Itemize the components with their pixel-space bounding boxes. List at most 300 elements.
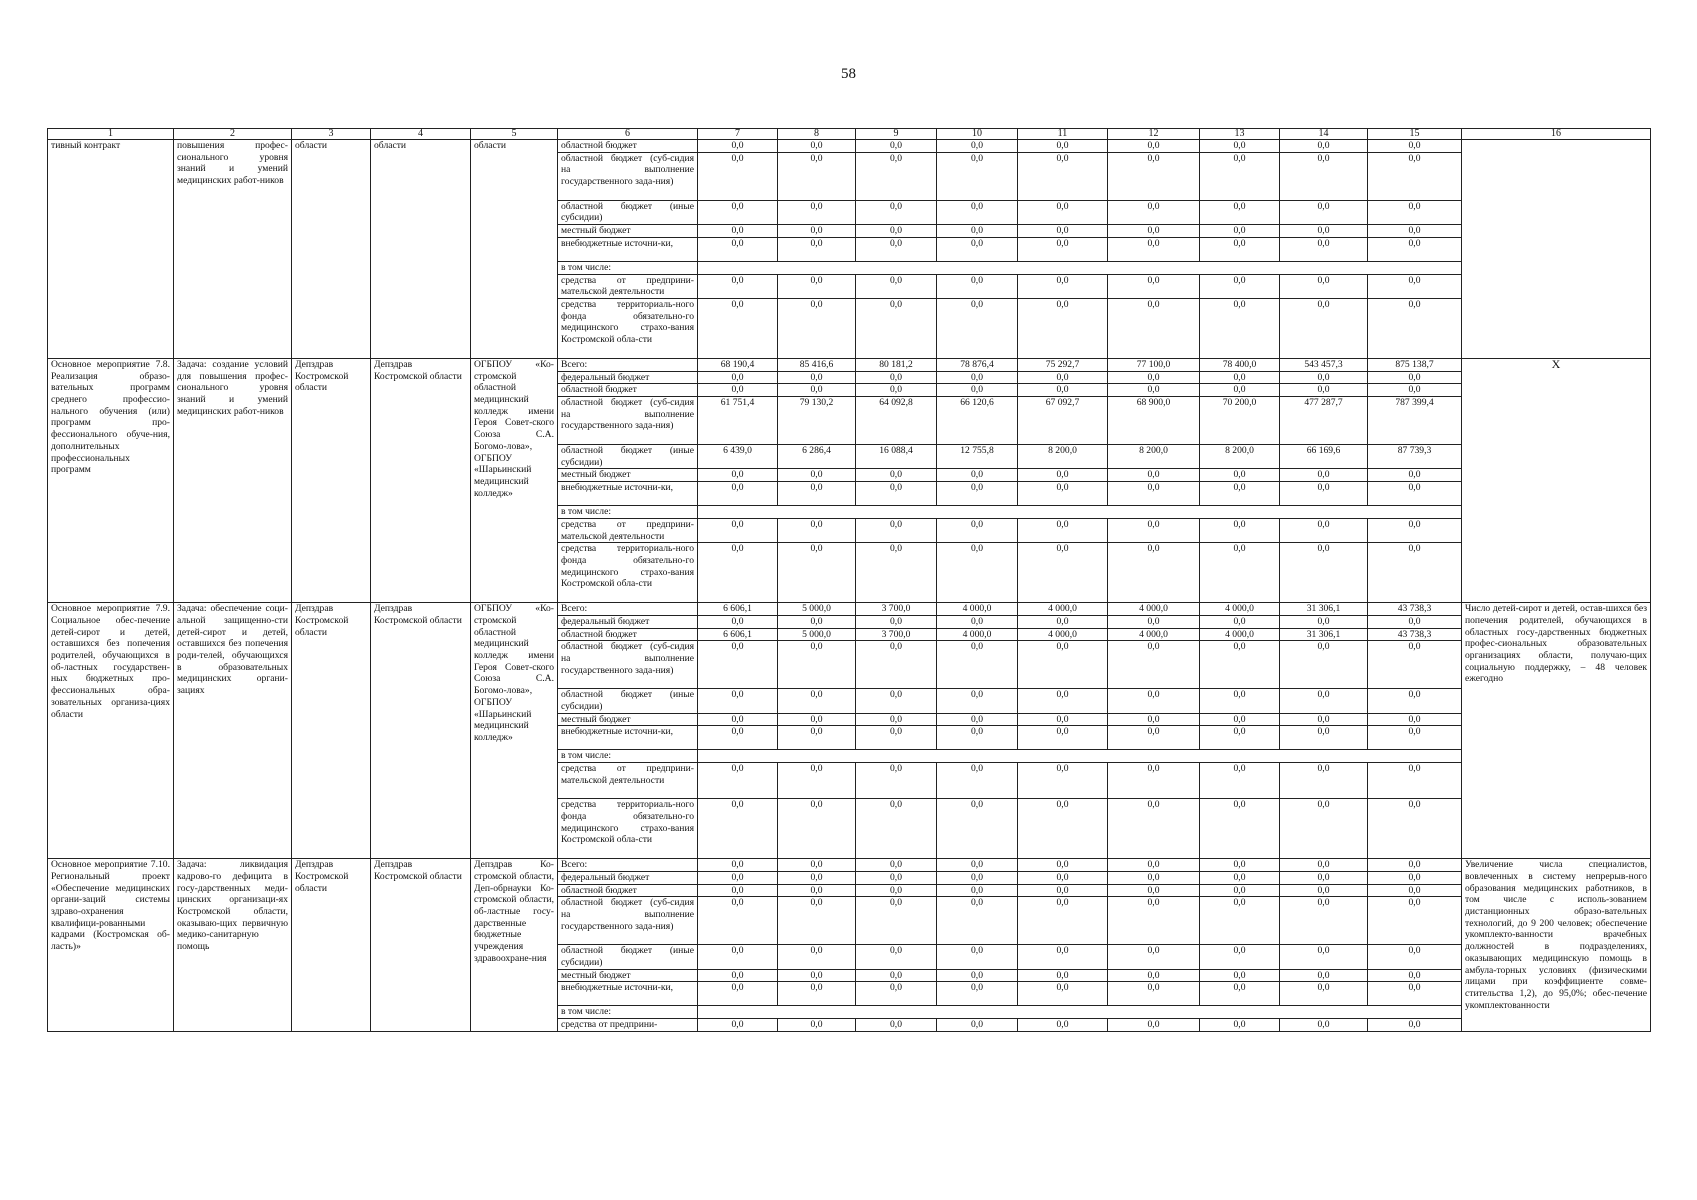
empty-merged-cell: [698, 750, 1462, 763]
funding-value: 0,0: [856, 969, 937, 982]
column-number: 13: [1200, 129, 1280, 140]
funding-value: 0,0: [1200, 200, 1280, 224]
funding-value: 4 000,0: [937, 628, 1018, 641]
funding-value: 0,0: [778, 969, 856, 982]
funding-value: 0,0: [1200, 298, 1280, 358]
funding-source-label: федеральный бюджет: [558, 871, 698, 884]
funding-value: 67 092,7: [1018, 397, 1108, 445]
expected-result-cell: [1462, 140, 1651, 359]
funding-value: 0,0: [1368, 518, 1462, 542]
funding-value: 0,0: [1280, 969, 1368, 982]
funding-value: 0,0: [1200, 482, 1280, 506]
funding-value: 0,0: [1200, 884, 1280, 897]
funding-value: 0,0: [1108, 1019, 1200, 1032]
funding-value: 0,0: [1280, 897, 1368, 945]
column-number: 14: [1280, 129, 1368, 140]
funding-source-label: Всего:: [558, 859, 698, 872]
funding-value: 0,0: [1018, 371, 1108, 384]
funding-value: 0,0: [1280, 982, 1368, 1006]
funding-value: 0,0: [1368, 945, 1462, 969]
funding-value: 0,0: [1018, 140, 1108, 153]
funding-source-label: внебюджетные источни-ки,: [558, 482, 698, 506]
funding-value: 0,0: [1018, 982, 1108, 1006]
funding-value: 0,0: [1018, 945, 1108, 969]
executor-cell: области: [371, 140, 471, 359]
funding-value: 0,0: [1018, 713, 1108, 726]
funding-value: 0,0: [778, 543, 856, 603]
funding-value: 0,0: [1280, 615, 1368, 628]
funding-value: 0,0: [698, 615, 778, 628]
funding-value: 0,0: [1368, 726, 1462, 750]
funding-value: 0,0: [856, 799, 937, 859]
funding-value: 0,0: [698, 859, 778, 872]
funding-value: 0,0: [1280, 140, 1368, 153]
funding-value: 0,0: [1018, 871, 1108, 884]
funding-value: 0,0: [1368, 543, 1462, 603]
funding-value: 0,0: [1108, 763, 1200, 799]
funding-source-label: Всего:: [558, 603, 698, 616]
funding-value: 0,0: [856, 859, 937, 872]
funding-value: 477 287,7: [1280, 397, 1368, 445]
funding-value: 0,0: [937, 945, 1018, 969]
funding-value: 0,0: [698, 225, 778, 238]
funding-value: 0,0: [1280, 884, 1368, 897]
column-number: 1: [48, 129, 174, 140]
funding-source-label: областной бюджет (иные субсидии): [558, 445, 698, 469]
funding-source-label: средства территориаль-ного фонда обязательно-го медицинского страхо-вания Костромской обла-сти: [558, 298, 698, 358]
funding-value: 31 306,1: [1280, 628, 1368, 641]
event-name-cell: Основное мероприятие 7.10. Региональный проект «Обеспечение медицинских органи-заций системы здраво-охранения квалифици-рованными кадрами (Костромская об-ласть)»: [48, 859, 174, 1032]
funding-value: 0,0: [1200, 689, 1280, 713]
funding-value: 0,0: [856, 871, 937, 884]
funding-value: 0,0: [1280, 225, 1368, 238]
empty-merged-cell: [698, 506, 1462, 519]
executor-cell: Депздрав Костромской области: [371, 358, 471, 602]
funding-value: 0,0: [1280, 200, 1368, 224]
expected-result-cell: Число детей-сирот и детей, остав-шихся без попечения родителей, обучающихся в областных госу-дарственных бюджетных профес-сиональных образовательных организациях области, получаю-щих социальную поддержку, – 48 человек ежегодно: [1462, 603, 1651, 859]
task-cell: повышения профес-сионального уровня знаний и умений медицинских работ-ников: [174, 140, 292, 359]
funding-value: 0,0: [778, 371, 856, 384]
funding-value: 0,0: [698, 1019, 778, 1032]
funding-value: 0,0: [856, 384, 937, 397]
funding-value: 4 000,0: [1200, 628, 1280, 641]
funding-value: 0,0: [1200, 469, 1280, 482]
funding-source-label: областной бюджет (иные субсидии): [558, 945, 698, 969]
funding-value: 31 306,1: [1280, 603, 1368, 616]
funding-value: 0,0: [1280, 859, 1368, 872]
funding-value: 0,0: [1368, 152, 1462, 200]
funding-value: 0,0: [1200, 713, 1280, 726]
funding-value: 0,0: [1018, 543, 1108, 603]
funding-value: 0,0: [1108, 469, 1200, 482]
funding-value: 0,0: [856, 298, 937, 358]
funding-value: 0,0: [1108, 384, 1200, 397]
event-name-cell: тивный контракт: [48, 140, 174, 359]
funding-value: 0,0: [1280, 713, 1368, 726]
funding-value: 787 399,4: [1368, 397, 1462, 445]
funding-value: 0,0: [856, 726, 937, 750]
funding-value: 3 700,0: [856, 628, 937, 641]
funding-value: 78 876,4: [937, 358, 1018, 371]
column-number: 4: [371, 129, 471, 140]
coordinator-cell: области: [292, 140, 371, 359]
funding-value: 0,0: [856, 237, 937, 261]
column-number: 6: [558, 129, 698, 140]
funding-value: 0,0: [1200, 982, 1280, 1006]
funding-value: 0,0: [1108, 726, 1200, 750]
funding-value: 6 439,0: [698, 445, 778, 469]
funding-value: 0,0: [1200, 140, 1280, 153]
task-cell: Задача: обеспечение соци-альной защищенно-сти детей-сирот и детей, оставшихся без попечения роди-телей, обучающихся в образовательных медицинских органи-зациях: [174, 603, 292, 859]
funding-value: 0,0: [1108, 140, 1200, 153]
funding-value: 8 200,0: [1200, 445, 1280, 469]
funding-value: 0,0: [778, 945, 856, 969]
funding-value: 0,0: [1018, 152, 1108, 200]
funding-value: 0,0: [937, 1019, 1018, 1032]
funding-value: 0,0: [778, 518, 856, 542]
funding-value: 0,0: [1200, 859, 1280, 872]
funding-value: 0,0: [1368, 469, 1462, 482]
coordinator-cell: Депздрав Костромской области: [292, 603, 371, 859]
funding-value: 0,0: [937, 152, 1018, 200]
empty-merged-cell: [698, 261, 1462, 274]
funding-source-label: местный бюджет: [558, 969, 698, 982]
funding-value: 0,0: [937, 518, 1018, 542]
funding-value: 0,0: [1280, 641, 1368, 689]
funding-source-label: областной бюджет (иные субсидии): [558, 689, 698, 713]
task-cell: Задача: создание условий для повышения профес-сионального уровня знаний и умений медицинских работ-ников: [174, 358, 292, 602]
funding-value: 0,0: [856, 897, 937, 945]
coordinator-cell: Депздрав Костромской области: [292, 859, 371, 1032]
funding-value: 0,0: [778, 897, 856, 945]
funding-value: 0,0: [1108, 371, 1200, 384]
funding-value: 0,0: [1368, 763, 1462, 799]
funding-value: 0,0: [698, 726, 778, 750]
funding-value: 0,0: [778, 237, 856, 261]
funding-value: 0,0: [698, 969, 778, 982]
funding-value: 0,0: [1108, 298, 1200, 358]
funding-value: 0,0: [1018, 518, 1108, 542]
funding-value: 8 200,0: [1108, 445, 1200, 469]
funding-value: 0,0: [937, 469, 1018, 482]
funding-value: 0,0: [1108, 274, 1200, 298]
funding-value: 0,0: [1108, 969, 1200, 982]
funding-value: 0,0: [937, 641, 1018, 689]
funding-source-label: областной бюджет: [558, 884, 698, 897]
funding-value: 0,0: [1280, 871, 1368, 884]
funding-value: 0,0: [698, 871, 778, 884]
coordinator-cell: Депздрав Костромской области: [292, 358, 371, 602]
funding-value: 0,0: [937, 897, 1018, 945]
funding-value: 0,0: [1200, 726, 1280, 750]
funding-value: 0,0: [1200, 763, 1280, 799]
column-number: 3: [292, 129, 371, 140]
funding-value: 0,0: [937, 615, 1018, 628]
funding-value: 0,0: [1368, 615, 1462, 628]
funding-value: 0,0: [856, 518, 937, 542]
funding-value: 0,0: [778, 1019, 856, 1032]
funding-value: 0,0: [937, 763, 1018, 799]
funding-value: 0,0: [937, 298, 1018, 358]
funding-value: 0,0: [1280, 384, 1368, 397]
funding-value: 0,0: [937, 713, 1018, 726]
funding-value: 0,0: [937, 859, 1018, 872]
funding-source-label: средства территориаль-ного фонда обязательно-го медицинского страхо-вания Костромской обла-сти: [558, 799, 698, 859]
funding-value: 0,0: [1280, 518, 1368, 542]
funding-value: 0,0: [1018, 799, 1108, 859]
funding-value: 6 606,1: [698, 603, 778, 616]
funding-value: 66 169,6: [1280, 445, 1368, 469]
funding-source-label: внебюджетные источни-ки,: [558, 982, 698, 1006]
funding-value: 0,0: [1108, 689, 1200, 713]
funding-value: 0,0: [1368, 274, 1462, 298]
funding-source-label: областной бюджет: [558, 384, 698, 397]
funding-value: 0,0: [1018, 884, 1108, 897]
funding-value: 0,0: [1108, 871, 1200, 884]
funding-value: 0,0: [1368, 799, 1462, 859]
funding-value: 0,0: [698, 897, 778, 945]
funding-value: 0,0: [1368, 237, 1462, 261]
funding-value: 0,0: [698, 237, 778, 261]
funding-value: 0,0: [1280, 371, 1368, 384]
funding-value: 0,0: [856, 371, 937, 384]
funding-value: 0,0: [1200, 237, 1280, 261]
funding-value: 0,0: [1200, 615, 1280, 628]
funding-value: 0,0: [856, 274, 937, 298]
funding-value: 0,0: [698, 384, 778, 397]
funding-value: 0,0: [698, 799, 778, 859]
funding-value: 0,0: [1200, 897, 1280, 945]
funding-value: 78 400,0: [1200, 358, 1280, 371]
funding-value: 0,0: [1368, 482, 1462, 506]
funding-value: 0,0: [1280, 543, 1368, 603]
funding-value: 85 416,6: [778, 358, 856, 371]
funding-value: 0,0: [1108, 152, 1200, 200]
column-number: 2: [174, 129, 292, 140]
funding-value: 0,0: [937, 884, 1018, 897]
funding-value: 0,0: [1018, 274, 1108, 298]
funding-value: 0,0: [856, 945, 937, 969]
funding-value: 0,0: [1200, 274, 1280, 298]
funding-value: 0,0: [778, 641, 856, 689]
funding-value: 0,0: [1368, 200, 1462, 224]
funding-value: 0,0: [856, 884, 937, 897]
block-continued-row: [48, 140, 1651, 153]
column-number: 9: [856, 129, 937, 140]
funding-value: 0,0: [778, 859, 856, 872]
funding-value: 0,0: [1018, 763, 1108, 799]
funding-source-label: местный бюджет: [558, 225, 698, 238]
funding-value: 0,0: [1368, 713, 1462, 726]
funding-value: 0,0: [1018, 384, 1108, 397]
funding-value: 0,0: [778, 884, 856, 897]
funding-value: 0,0: [778, 140, 856, 153]
empty-merged-cell: [698, 1006, 1462, 1019]
funding-value: 0,0: [1108, 945, 1200, 969]
funding-source-label: в том числе:: [558, 261, 698, 274]
funding-value: 4 000,0: [937, 603, 1018, 616]
funding-value: 0,0: [1280, 298, 1368, 358]
funding-value: 0,0: [698, 469, 778, 482]
funding-value: 0,0: [778, 871, 856, 884]
funding-value: 5 000,0: [778, 603, 856, 616]
funding-value: 0,0: [1108, 200, 1200, 224]
participants-cell: Депздрав Ко-стромской области, Деп-обрнауки Ко-стромской области, об-ластные госу-дарственные бюджетные учреждения здравоохране-ния: [471, 859, 558, 1032]
funding-value: 0,0: [937, 543, 1018, 603]
funding-value: 75 292,7: [1018, 358, 1108, 371]
funding-value: 0,0: [698, 945, 778, 969]
funding-value: 68 900,0: [1108, 397, 1200, 445]
funding-value: 0,0: [1108, 237, 1200, 261]
funding-value: 0,0: [1280, 274, 1368, 298]
funding-value: 0,0: [1200, 543, 1280, 603]
column-number: 8: [778, 129, 856, 140]
funding-value: 0,0: [1108, 897, 1200, 945]
funding-value: 0,0: [1280, 1019, 1368, 1032]
funding-value: 0,0: [1280, 237, 1368, 261]
funding-source-label: в том числе:: [558, 506, 698, 519]
funding-value: 0,0: [1018, 689, 1108, 713]
funding-source-label: в том числе:: [558, 750, 698, 763]
funding-value: 0,0: [1368, 298, 1462, 358]
column-number: 12: [1108, 129, 1200, 140]
funding-value: 0,0: [698, 884, 778, 897]
funding-value: 0,0: [1368, 897, 1462, 945]
funding-value: 0,0: [856, 982, 937, 1006]
participants-cell: ОГБПОУ «Ко-стромской областной медицинский колледж имени Героя Совет-ского Союза С.А. Богомо-лова», ОГБПОУ «Шарьинский медицинский колледж»: [471, 358, 558, 602]
funding-source-label: федеральный бюджет: [558, 371, 698, 384]
funding-value: 0,0: [1018, 897, 1108, 945]
funding-value: 0,0: [1018, 237, 1108, 261]
funding-value: 0,0: [778, 152, 856, 200]
funding-value: 0,0: [937, 482, 1018, 506]
funding-value: 0,0: [1368, 982, 1462, 1006]
funding-value: 87 739,3: [1368, 445, 1462, 469]
funding-value: 0,0: [778, 482, 856, 506]
task-cell: Задача: ликвидация кадрово-го дефицита в госу-дарственных меди-цинских организаци-ях Костромской области, оказываю-щих первичную медико-санитарную помощь: [174, 859, 292, 1032]
funding-value: 0,0: [1200, 152, 1280, 200]
funding-value: 5 000,0: [778, 628, 856, 641]
event-name-cell: Основное мероприятие 7.9. Социальное обес-печение детей-сирот и детей, оставшихся без попечения родителей, обучающихся в об-ластных государствен-ных бюджетных про-фессиональных обра-зовательных организа-циях области: [48, 603, 174, 859]
funding-value: 0,0: [698, 298, 778, 358]
funding-value: 61 751,4: [698, 397, 778, 445]
funding-value: 0,0: [937, 871, 1018, 884]
funding-value: 543 457,3: [1280, 358, 1368, 371]
funding-value: 70 200,0: [1200, 397, 1280, 445]
funding-value: 0,0: [1200, 384, 1280, 397]
page-number: 58: [841, 66, 856, 82]
funding-value: 68 190,4: [698, 358, 778, 371]
funding-value: 0,0: [1108, 518, 1200, 542]
funding-value: 0,0: [1280, 763, 1368, 799]
funding-value: 0,0: [937, 237, 1018, 261]
funding-value: 8 200,0: [1018, 445, 1108, 469]
funding-value: 0,0: [698, 200, 778, 224]
funding-value: 4 000,0: [1200, 603, 1280, 616]
funding-value: 0,0: [778, 799, 856, 859]
funding-value: 0,0: [937, 384, 1018, 397]
funding-value: 16 088,4: [856, 445, 937, 469]
no-indicator-mark: X: [1462, 358, 1651, 602]
funding-value: 0,0: [937, 689, 1018, 713]
funding-value: 0,0: [778, 200, 856, 224]
funding-value: 0,0: [856, 543, 937, 603]
funding-value: 0,0: [937, 140, 1018, 153]
funding-value: 0,0: [937, 225, 1018, 238]
funding-value: 0,0: [1280, 726, 1368, 750]
funding-value: 0,0: [1368, 689, 1462, 713]
funding-value: 0,0: [1280, 469, 1368, 482]
funding-value: 0,0: [856, 140, 937, 153]
funding-value: 3 700,0: [856, 603, 937, 616]
funding-value: 0,0: [937, 371, 1018, 384]
funding-source-label: внебюджетные источни-ки,: [558, 726, 698, 750]
column-number: 11: [1018, 129, 1108, 140]
funding-value: 0,0: [1018, 859, 1108, 872]
funding-source-label: областной бюджет: [558, 628, 698, 641]
funding-value: 0,0: [1200, 945, 1280, 969]
funding-value: 64 092,8: [856, 397, 937, 445]
column-number: 7: [698, 129, 778, 140]
funding-value: 0,0: [698, 152, 778, 200]
funding-value: 0,0: [1108, 859, 1200, 872]
funding-value: 77 100,0: [1108, 358, 1200, 371]
funding-value: 0,0: [1280, 689, 1368, 713]
funding-value: 0,0: [698, 140, 778, 153]
funding-value: 0,0: [698, 371, 778, 384]
funding-value: 0,0: [1018, 225, 1108, 238]
funding-value: 0,0: [1200, 1019, 1280, 1032]
funding-value: 0,0: [1200, 371, 1280, 384]
funding-value: 79 130,2: [778, 397, 856, 445]
funding-value: 0,0: [778, 274, 856, 298]
funding-value: 0,0: [856, 713, 937, 726]
funding-value: 0,0: [1200, 518, 1280, 542]
funding-source-label: Всего:: [558, 358, 698, 371]
funding-value: 0,0: [1018, 1019, 1108, 1032]
funding-value: 0,0: [937, 200, 1018, 224]
funding-value: 0,0: [1018, 200, 1108, 224]
expected-result-cell: Увеличение числа специалистов, вовлеченных в систему непрерыв-ного образования медицинских работников, в том числе с исполь-зованием дистанционных образо-вательных технологий, до 9 200 человек; обеспечение укомплекто-ванности врачебных должностей в подразделениях, оказывающих медицинскую помощь в амбула-торных условиях (физическими лицами при коэффициенте совме-стительства 1,2), до 95,0%; обес-печение укомплектованности: [1462, 859, 1651, 1032]
funding-value: 0,0: [1280, 482, 1368, 506]
table-body: [48, 129, 1651, 1032]
funding-value: 0,0: [698, 543, 778, 603]
funding-source-label: областной бюджет: [558, 140, 698, 153]
funding-source-label: областной бюджет (суб-сидия на выполнение государственного зада-ния): [558, 397, 698, 445]
funding-source-label: внебюджетные источни-ки,: [558, 237, 698, 261]
funding-value: 0,0: [1018, 641, 1108, 689]
funding-value: 0,0: [856, 200, 937, 224]
funding-value: 66 120,6: [937, 397, 1018, 445]
funding-value: 0,0: [1018, 969, 1108, 982]
funding-value: 0,0: [856, 225, 937, 238]
funding-source-label: областной бюджет (суб-сидия на выполнение государственного зада-ния): [558, 897, 698, 945]
funding-source-label: областной бюджет (суб-сидия на выполнение государственного зада-ния): [558, 152, 698, 200]
funding-source-label: местный бюджет: [558, 469, 698, 482]
funding-value: 0,0: [778, 763, 856, 799]
funding-value: 0,0: [1368, 641, 1462, 689]
funding-value: 0,0: [1200, 225, 1280, 238]
funding-value: 0,0: [856, 1019, 937, 1032]
funding-value: 0,0: [1018, 469, 1108, 482]
funding-value: 0,0: [698, 689, 778, 713]
funding-value: 0,0: [1280, 945, 1368, 969]
funding-value: 0,0: [1368, 969, 1462, 982]
column-number: 10: [937, 129, 1018, 140]
funding-value: 0,0: [1368, 384, 1462, 397]
executor-cell: Депздрав Костромской области: [371, 859, 471, 1032]
funding-value: 0,0: [1108, 615, 1200, 628]
